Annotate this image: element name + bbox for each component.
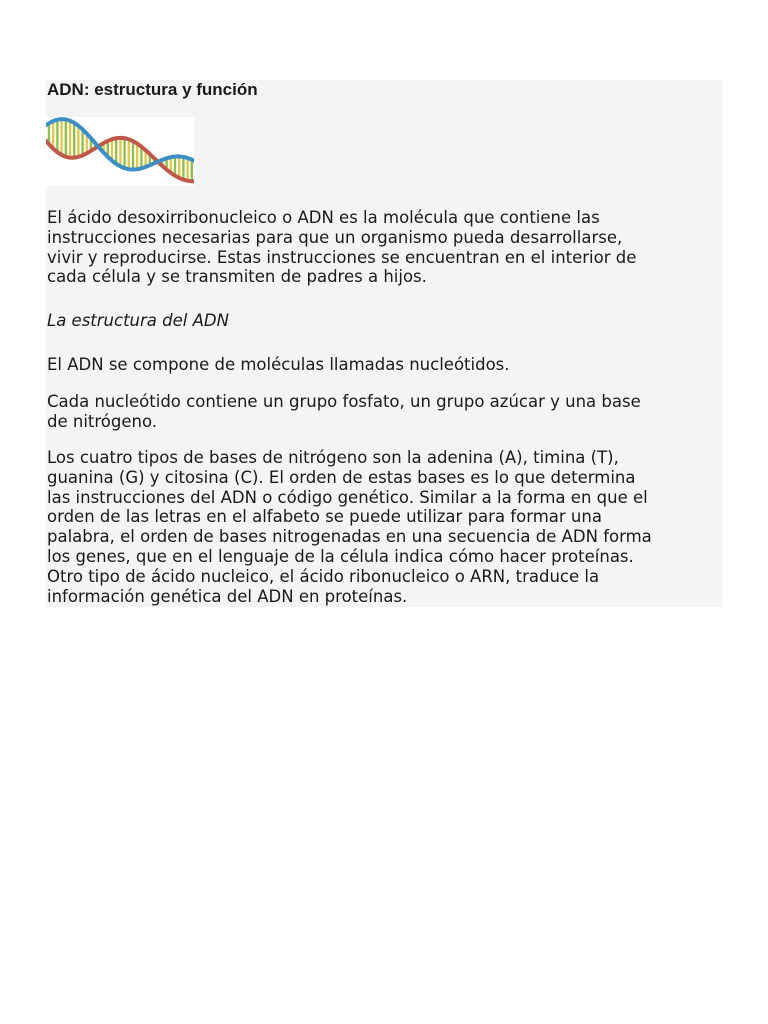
dna-image xyxy=(46,117,194,186)
intro-paragraph: El ácido desoxirribonucleico o ADN es la molécula que contiene las instrucciones necesarias para que un organismo pueda desarrollarse, vivir y reproducirse. Estas instrucciones se encuentran en el interior de cada célula y se transmiten de padres a hijos. xyxy=(47,208,637,287)
section-heading: La estructura del ADN xyxy=(47,311,229,330)
page-title: ADN: estructura y función xyxy=(47,80,258,99)
bases-paragraph: Los cuatro tipos de bases de nitrógeno son la adenina (A), timina (T), guanina (G) y citosina (C). El orden de estas bases es lo que determina las instrucciones del ADN o código genético. Similar a la forma en que el orden de las letras en el alfabeto se puede utilizar para formar una palabra, el orden de bases nitrogenadas en una secuencia de ADN forma los genes, que en el lenguaje de la célula indica cómo hacer proteínas. Otro tipo de ácido nucleico, el ácido ribonucleico o ARN, traduce la información genética del ADN en proteínas. xyxy=(47,448,652,606)
components-paragraph: Cada nucleótido contiene un grupo fosfato, un grupo azúcar y una base de nitrógeno. xyxy=(47,392,641,431)
dna-double-helix-icon xyxy=(46,117,194,186)
nucleotides-paragraph: El ADN se compone de moléculas llamadas nucleótidos. xyxy=(47,355,510,374)
